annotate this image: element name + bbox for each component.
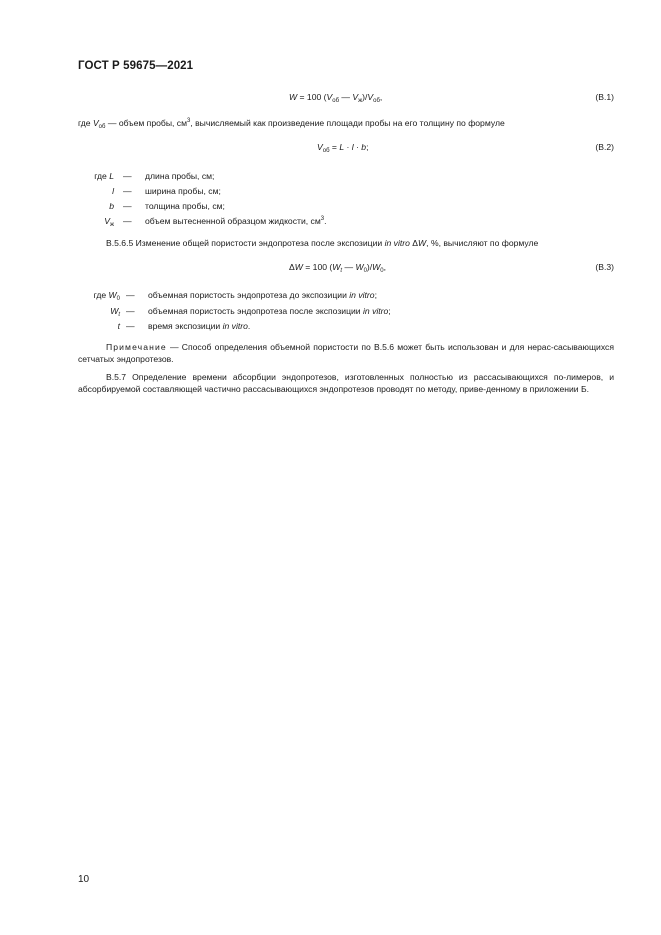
formula-subscript: об: [322, 148, 330, 154]
italic-text: in vitro: [363, 306, 389, 316]
where-vob-line: [78, 117, 505, 129]
italic-text: in vitro: [349, 290, 375, 300]
formula-text: = 100 (: [302, 262, 333, 272]
section-b57: В.5.7 Определение времени абсорбции эндопротезов, изготовленных полностью из рассасывающихся по-лимеров, и абсорбируемой составляющей частично рассасывающихся эндопротезов проводят по методу, приве-денному в приложении Б.: [78, 372, 614, 395]
superscript: 3: [186, 118, 191, 124]
text: ;: [388, 306, 391, 316]
formula-var: t: [117, 321, 120, 331]
formula-var: L: [109, 171, 114, 181]
formula-var: l: [351, 142, 354, 152]
legend-var: [118, 321, 120, 331]
formula-subscript: 0: [116, 296, 120, 302]
legend-dash: —: [123, 201, 132, 211]
formula-subscript: об: [332, 98, 340, 104]
legend-dash: —: [123, 186, 132, 196]
text: Δ: [409, 238, 419, 248]
text: — объем пробы, см: [105, 118, 187, 128]
text: В.5.6.5 Изменение общей пористости эндопротеза после экспозиции: [106, 238, 385, 248]
legend-desc: [148, 321, 250, 331]
text: время экспозиции: [148, 321, 223, 331]
text: где: [78, 118, 93, 128]
formula-var: W: [332, 262, 341, 272]
text: ;: [374, 290, 377, 300]
legend-var: [112, 186, 114, 196]
legend-desc: [148, 290, 377, 300]
formula-text: )/: [366, 262, 373, 272]
formula-var: W: [108, 290, 117, 300]
formula-var: V: [367, 92, 374, 102]
standard-header: ГОСТ Р 59675—2021: [78, 60, 194, 72]
formula-subscript: об: [373, 98, 380, 104]
legend-dash: —: [126, 306, 135, 316]
legend-var: [94, 171, 114, 181]
formula-var: L: [339, 142, 345, 152]
formula-b1: [289, 92, 382, 102]
text: , %, вычисляют по формуле: [426, 238, 539, 248]
text: , вычисляемый как произведение площади пробы на его толщину по формуле: [190, 118, 505, 128]
formula-var: W: [289, 92, 298, 102]
formula-var: V: [92, 118, 99, 128]
superscript: 3: [320, 216, 325, 222]
formula-var: W: [372, 262, 381, 272]
formula-text: = 100 (: [297, 92, 327, 102]
formula-b1-number: (В.1): [595, 92, 614, 102]
formula-var: V: [326, 92, 333, 102]
legend-var: [109, 201, 114, 211]
formula-b2-number: (В.2): [595, 142, 614, 152]
formula-text: ,: [379, 92, 383, 102]
formula-subscript: t: [340, 268, 343, 274]
formula-text: )/: [362, 92, 368, 102]
formula-var: b: [361, 142, 367, 152]
formula-text: ;: [366, 142, 369, 152]
text: объем вытесненной образцом жидкости, см: [145, 216, 321, 226]
legend-dash: —: [126, 290, 135, 300]
legend-desc: ширина пробы, см;: [145, 186, 221, 196]
legend-desc: толщина пробы, см;: [145, 201, 225, 211]
formula-text: —: [339, 92, 353, 102]
legend-desc: [145, 216, 326, 226]
note-paragraph: [78, 341, 614, 366]
note-text: — Способ определения объемной пористости по В.5.6 может быть использован и для нерас-сасывающихся сетчатых эндопротезов.: [78, 342, 614, 365]
formula-text: ,: [383, 262, 387, 272]
formula-var: W: [418, 238, 427, 248]
italic-text: in vitro: [384, 238, 410, 248]
text: где: [94, 171, 110, 181]
formula-subscript: 0: [380, 268, 384, 274]
formula-text: ·: [344, 142, 352, 152]
text: объемная пористость эндопротеза после экспозиции: [148, 306, 363, 316]
formula-subscript: об: [98, 124, 106, 130]
legend-var: [104, 216, 114, 226]
legend-dash: —: [123, 216, 132, 226]
formula-var: l: [112, 186, 114, 196]
formula-var: V: [317, 142, 323, 152]
formula-b3: [289, 262, 386, 272]
text: .: [324, 216, 327, 226]
formula-var: W: [355, 262, 364, 272]
formula-var: V: [104, 216, 110, 226]
page-number: 10: [78, 874, 90, 885]
formula-var: V: [352, 92, 359, 102]
legend-desc: [148, 306, 391, 316]
legend-var: [94, 290, 120, 300]
formula-b2: [317, 142, 368, 152]
formula-var: W: [294, 262, 303, 272]
legend-dash: —: [123, 171, 132, 181]
legend-desc: длина пробы, см;: [145, 171, 215, 181]
formula-text: =: [329, 142, 340, 152]
formula-text: Δ: [289, 262, 295, 272]
formula-subscript: t: [118, 312, 120, 318]
formula-subscript: ж: [109, 222, 114, 228]
formula-text: —: [342, 262, 356, 272]
italic-text: in vitro: [222, 321, 248, 331]
section-b565: [106, 237, 538, 249]
text: .: [247, 321, 251, 331]
legend-dash: —: [126, 321, 135, 331]
formula-subscript: ж: [358, 98, 363, 104]
formula-var: b: [109, 201, 114, 211]
formula-b3-number: (В.3): [595, 262, 614, 272]
text: объемная пористость эндопротеза до экспозиции: [148, 290, 350, 300]
formula-var: W: [110, 306, 119, 316]
legend-var: [110, 306, 120, 316]
text: где: [93, 290, 109, 300]
formula-text: ·: [353, 142, 362, 152]
formula-subscript: 0: [363, 268, 367, 274]
note-label: Примечание: [106, 342, 167, 352]
